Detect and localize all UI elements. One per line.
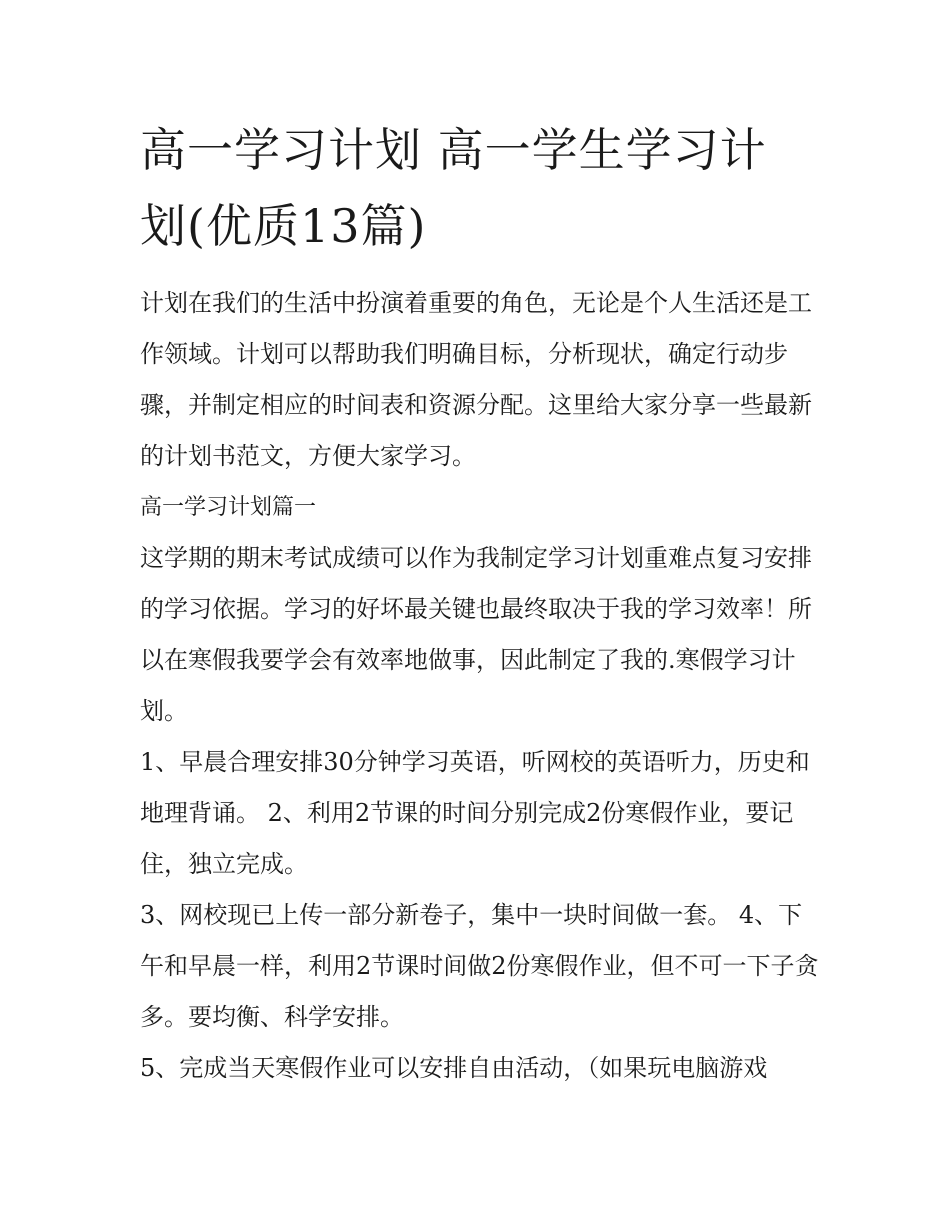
document-body xyxy=(140,112,820,1094)
list-item-3-4: 3、网校现已上传一部分新卷子，集中一块时间做一套。 4、下午和早晨一样，利用2节课时间做2份寒假作业，但不可一下子贪多。要均衡、科学安排。 xyxy=(140,901,819,1031)
list-item-5: 5、完成当天寒假作业可以安排自由活动，（如果玩电脑游戏 xyxy=(140,1054,768,1082)
section-heading: 高一学习计划篇一 xyxy=(140,495,317,520)
list-item-1-2: 1、早晨合理安排30分钟学习英语，听网校的英语听力，历史和地理背诵。 2、利用2节课的时间分别完成2份寒假作业，要记住，独立完成。 xyxy=(140,748,810,878)
intro-paragraph: 计划在我们的生活中扮演着重要的角色，无论是个人生活还是工作领域。计划可以帮助我们明确目标，分析现状，确定行动步骤，并制定相应的时间表和资源分配。这里给大家分享一些最新的计划书范文，方便大家学习。 xyxy=(140,289,812,470)
section-paragraph: 这学期的期末考试成绩可以作为我制定学习计划重难点复习安排的学习依据。学习的好坏最关键也最终取决于我的学习效率！所以在寒假我要学会有效率地做事，因此制定了我的.寒假学习计划。 xyxy=(140,544,812,725)
document-title: 高一学习计划 高一学生学习计 划(优质13篇) xyxy=(140,123,767,253)
